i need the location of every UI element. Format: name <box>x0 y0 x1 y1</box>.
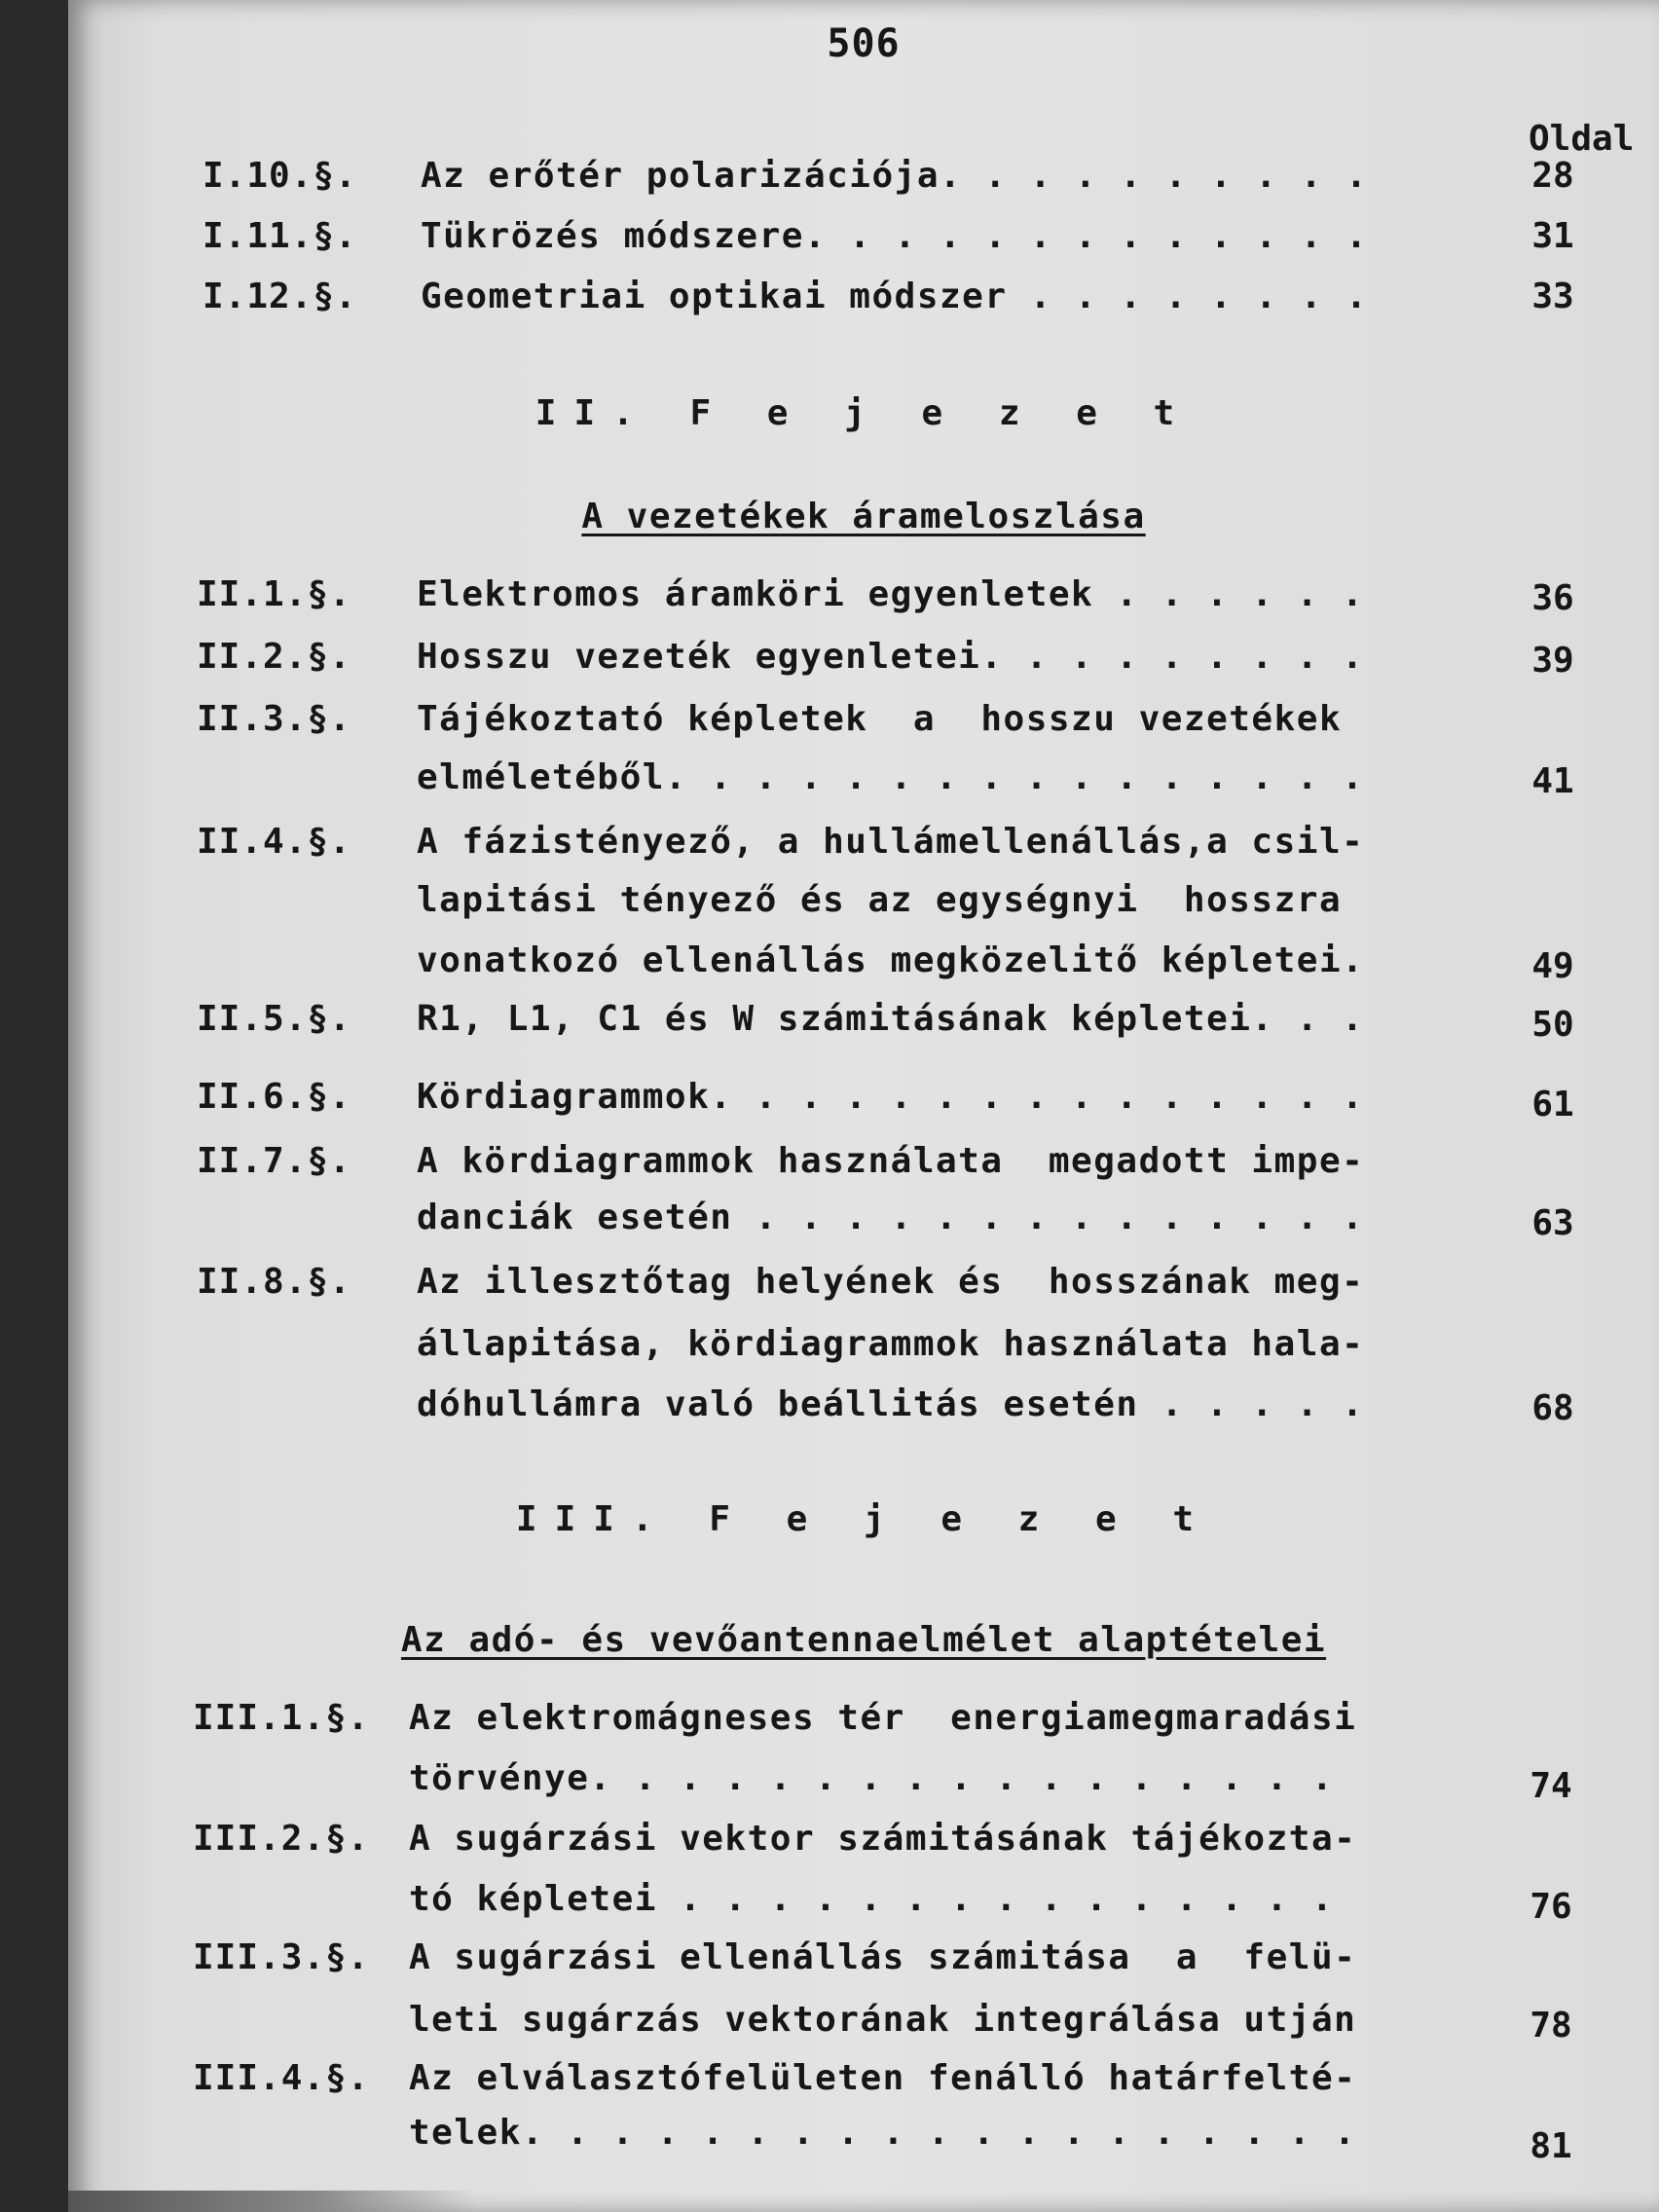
toc-text: állapitása, kördiagrammok használata hala- <box>417 1324 1365 1364</box>
toc-text: elméletéből. . . . . . . . . . . . . . . . <box>417 757 1365 797</box>
toc-number: II.1.§. <box>197 574 351 614</box>
toc-text: törvénye. . . . . . . . . . . . . . . . . <box>409 1758 1335 1798</box>
page-number: 506 <box>827 21 901 66</box>
toc-text: danciák esetén . . . . . . . . . . . . . . <box>417 1198 1365 1237</box>
toc-number: III.2.§. <box>193 1819 370 1859</box>
toc-text: A fázistényező, a hullámellenállás,a csil- <box>417 822 1365 862</box>
toc-page: 39 <box>1531 641 1574 681</box>
toc-page: 49 <box>1531 946 1574 986</box>
page-column-header: Oldal <box>1529 119 1635 159</box>
toc-number: I.12.§. <box>203 276 357 316</box>
toc-text: leti sugárzás vektorának integrálása utján <box>409 2000 1357 2040</box>
toc-number: I.10.§. <box>203 156 357 196</box>
toc-text: Hosszu vezeték egyenletei. . . . . . . . . <box>417 637 1365 677</box>
toc-text: vonatkozó ellenállás megközelitő képletei. <box>417 940 1365 980</box>
toc-page: 41 <box>1531 761 1574 801</box>
toc-text: A sugárzási ellenállás számitása a felü- <box>409 1937 1357 1977</box>
toc-number: II.6.§. <box>197 1077 351 1117</box>
toc-text: Az erőtér polarizációja. . . . . . . . . . <box>421 156 1369 196</box>
scan-edge-shadow <box>68 2191 477 2212</box>
toc-text: tó képletei . . . . . . . . . . . . . . . <box>409 1879 1335 1919</box>
document-page <box>68 0 1659 2212</box>
toc-page: 78 <box>1530 2006 1572 2046</box>
toc-number: II.2.§. <box>197 637 351 677</box>
chapter-heading: III. F e j e z e t <box>515 1499 1212 1539</box>
toc-text: Az illesztőtag helyének és hosszának meg- <box>417 1262 1365 1302</box>
toc-page: 76 <box>1530 1887 1572 1927</box>
toc-text: telek. . . . . . . . . . . . . . . . . . . <box>409 2113 1357 2153</box>
chapter-title: A vezetékek árameloszlása <box>581 497 1146 536</box>
toc-text: Az elektromágneses tér energiamegmaradási <box>409 1698 1357 1738</box>
toc-text: R1, L1, C1 és W számitásának képletei. . . <box>417 999 1365 1039</box>
chapter-heading: II. F e j e z e t <box>535 393 1193 433</box>
toc-page: 61 <box>1531 1085 1574 1124</box>
toc-number: II.3.§. <box>197 699 351 739</box>
chapter-title: Az adó- és vevőantennaelmélet alaptételei <box>400 1620 1327 1660</box>
toc-number: II.8.§. <box>197 1262 351 1302</box>
toc-text: A kördiagrammok használata megadott impe- <box>417 1141 1365 1181</box>
toc-number: II.5.§. <box>197 999 351 1039</box>
toc-number: III.1.§. <box>193 1698 370 1738</box>
toc-page: 63 <box>1531 1203 1574 1243</box>
toc-number: III.4.§. <box>193 2058 370 2098</box>
toc-text: Az elválasztófelületen fenálló határfelté- <box>409 2058 1357 2098</box>
toc-number: III.3.§. <box>193 1937 370 1977</box>
toc-text: A sugárzási vektor számitásának tájékozta- <box>409 1819 1357 1859</box>
toc-text: Geometriai optikai módszer . . . . . . . . <box>421 276 1369 316</box>
toc-page: 36 <box>1531 578 1574 618</box>
toc-page: 68 <box>1531 1388 1574 1428</box>
toc-text: Elektromos áramköri egyenletek . . . . . . <box>417 574 1365 614</box>
toc-number: I.11.§. <box>203 216 357 256</box>
toc-page: 33 <box>1531 276 1574 316</box>
toc-number: II.4.§. <box>197 822 351 862</box>
toc-number: II.7.§. <box>197 1141 351 1181</box>
toc-page: 31 <box>1531 216 1574 256</box>
toc-page: 50 <box>1531 1005 1574 1045</box>
toc-text: Kördiagrammok. . . . . . . . . . . . . . . <box>417 1077 1365 1117</box>
toc-text: dóhullámra való beállitás esetén . . . . . <box>417 1384 1365 1424</box>
toc-page: 81 <box>1530 2126 1572 2166</box>
toc-text: Tükrözés módszere. . . . . . . . . . . . . <box>421 216 1369 256</box>
toc-text: Tájékoztató képletek a hosszu vezetékek <box>417 699 1343 739</box>
toc-page: 74 <box>1530 1766 1572 1806</box>
toc-page: 28 <box>1531 156 1574 196</box>
toc-text: lapitási tényező és az egységnyi hosszra <box>417 880 1343 920</box>
